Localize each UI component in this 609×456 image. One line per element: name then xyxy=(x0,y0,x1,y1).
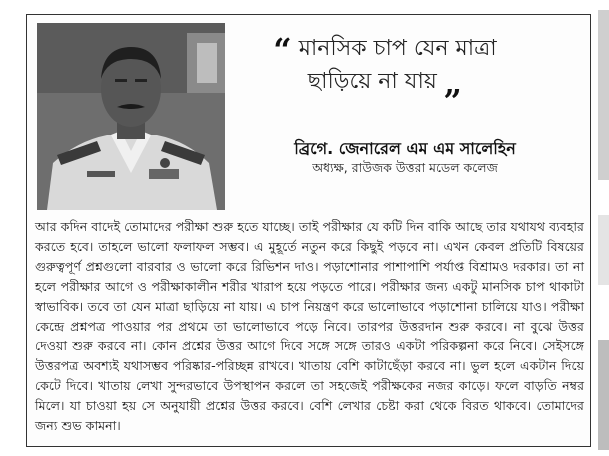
article-body: আর কদিন বাদেই তোমাদের পরীক্ষা শুরু হতে যাচ্ছে। তাই পরীক্ষার যে কটি দিন বাকি আছে তার যথাযথ ব্যবহার করতে হবে। তাহলে ভালো ফলাফল সম্ভব। এ মুহূর্তে নতুন করে কিছুই পড়বে না। এখন কেবল প্রতিটি বিষয়ের গুরুত্বপূর্ণ প্রশ্নগুলো বারবার ও ভালো করে রিভিশন দাও। পড়াশোনার পাশাপাশি পর্যাপ্ত বিশ্রামও দরকার। তা না হলে পরীক্ষার আগে ও পরীক্ষাকালীন শরীর খারাপ হয়ে পড়তে পারে। পরীক্ষার জন্য একটু মানসিক চাপ থাকাটা স্বাভাবিক। তবে তা যেন মাত্রা ছাড়িয়ে না যায়। এ চাপ নিয়ন্ত্রণ করে ভালোভাবে পড়াশোনা চালিয়ে যাও। পরীক্ষা কেন্দ্রে প্রশ্নপত্র পাওয়ার পর প্রথমে তা ভালোভাবে পড়ে নিবে। তারপর উত্তরদান শুরু করবে। না বুঝে উত্তর দেওয়া শুরু করবে না। কোন প্রশ্নের উত্তর আগে দিবে সঙ্গে সঙ্গে তারও একটা পরিকল্পনা করে নিবে। সেইসঙ্গে উত্তরপত্র অবশ্যই যথাসম্ভব পরিষ্কার-পরিচ্ছন্ন রাখবে। খাতায় বেশি কাটাছেঁড়া করবে না। ভুল হলে একটান দিয়ে কেটে দিবে। খাতায় লেখা সুন্দরভাবে উপস্থাপন করলে তা সহজেই পরীক্ষকের নজর কাড়ে। ফলে বাড়তি নম্বর মিলে। যা চাওয়া হয় সে অনুযায়ী প্রশ্নের উত্তর করবে। বেশি লেখার চেষ্টা করা থেকে বিরত থাকবে। তোমাদের জন্য শুভ কামনা। xyxy=(35,219,584,434)
headline-quote xyxy=(235,31,535,102)
headline-line-2: ছাড়িয়ে না যায় xyxy=(307,69,437,94)
close-quote-mark: „ xyxy=(443,64,463,102)
adjacent-column-edge xyxy=(598,10,609,180)
headline-line-1: মানসিক চাপ যেন মাত্রা xyxy=(298,36,497,61)
author-designation: অধ্যক্ষ, রাউজক উত্তরা মডেল কলেজ xyxy=(312,160,498,175)
author-name: ব্রিগে. জেনারেল এম এম সালেহিন xyxy=(294,139,516,158)
portrait-image xyxy=(37,23,225,210)
open-quote-mark: “ xyxy=(273,31,292,69)
news-clipping xyxy=(26,14,591,447)
adjacent-column-edge xyxy=(598,340,609,450)
adjacent-column-edge xyxy=(598,215,609,285)
author-portrait xyxy=(37,23,225,210)
